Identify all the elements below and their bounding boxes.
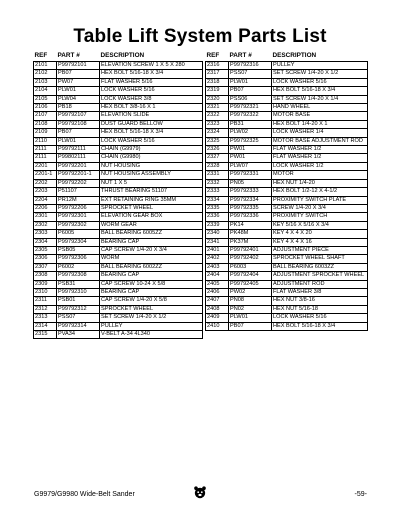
table-row — [206, 305, 368, 313]
ref-cell: 2340 — [206, 230, 229, 238]
ref-cell: 2410 — [206, 322, 229, 330]
part-number-cell: P99792308 — [57, 272, 100, 280]
ref-cell: 2201 — [34, 162, 57, 170]
footer-model: G9979/G9980 Wide-Belt Sander — [34, 491, 135, 498]
part-number-cell: P99792322 — [229, 112, 272, 120]
description-cell: LOCK WASHER 5/16 — [100, 87, 203, 95]
part-number-cell: P99792316 — [229, 62, 272, 70]
ref-cell: 2317 — [206, 70, 229, 78]
part-number-cell: P99792336 — [229, 213, 272, 221]
ref-cell: 2322 — [206, 112, 229, 120]
table-row — [206, 87, 368, 95]
part-number-cell: P99792314 — [57, 322, 100, 330]
description-cell: LOCK WASHER 3/8 — [100, 95, 203, 103]
ref-cell: 2403 — [206, 263, 229, 271]
ref-cell: 2110 — [34, 137, 57, 145]
description-cell: NUT HOUSING ASSEMBLY — [100, 171, 203, 179]
part-number-cell: PLW01 — [57, 87, 100, 95]
table-row — [206, 196, 368, 204]
ref-cell: 2404 — [206, 272, 229, 280]
ref-header: REF — [206, 52, 220, 60]
table-row — [34, 179, 203, 187]
ref-cell: 2303 — [34, 230, 57, 238]
table-row — [206, 70, 368, 78]
page-title: Table Lift System Parts List — [73, 26, 327, 47]
table-row — [206, 263, 368, 271]
ref-header: REF — [34, 52, 48, 60]
part-number-cell: P99792108 — [57, 120, 100, 128]
part-number-cell: P99792101 — [57, 62, 100, 70]
part-number-cell: PK14 — [229, 221, 272, 229]
part-number-cell: PLW04 — [57, 95, 100, 103]
ref-cell: 2106 — [34, 104, 57, 112]
description-cell: SET SCREW 1/4-20 X 1/2 — [100, 314, 203, 322]
ref-cell: 2108 — [34, 120, 57, 128]
description-cell: LOCK WASHER 1/2 — [272, 162, 368, 170]
description-cell: BEARING CAP — [100, 272, 203, 280]
table-row — [206, 146, 368, 154]
ref-cell: 2111 — [34, 146, 57, 154]
description-cell: EXT RETAINING RING 35MM — [100, 196, 203, 204]
table-row — [206, 297, 368, 305]
description-cell: PULLEY — [272, 62, 368, 70]
description-header: DESCRIPTION — [100, 52, 145, 60]
description-cell: BEARING CAP — [100, 238, 203, 246]
ref-cell: 2302 — [34, 221, 57, 229]
description-cell: PROXIMITY SWITCH — [272, 213, 368, 221]
description-cell: HEX NUT 5/16-18 — [272, 305, 368, 313]
part-number-cell: P99792111 — [57, 146, 100, 154]
part-number-cell: PSS06 — [229, 95, 272, 103]
part-number-cell: P99792302 — [57, 221, 100, 229]
description-cell: ELEVATION GEAR BOX — [100, 213, 203, 221]
description-cell: HEX BOLT 1/4-20 X 1 — [272, 120, 368, 128]
ref-cell: 2203 — [34, 188, 57, 196]
part-number-cell: P99792401 — [229, 246, 272, 254]
table-row — [34, 288, 203, 296]
ref-cell: 2204 — [34, 196, 57, 204]
description-cell: KEY 4 X 4 X 16 — [272, 238, 368, 246]
part-number-cell: P99792202 — [57, 179, 100, 187]
parts-table-right — [205, 52, 368, 331]
table-row — [206, 112, 368, 120]
ref-cell: 2102 — [34, 70, 57, 78]
description-cell: SPROCKET WHEEL — [100, 305, 203, 313]
table-row — [206, 280, 368, 288]
description-cell: MOTOR BASE — [272, 112, 368, 120]
ref-cell: 2316 — [206, 62, 229, 70]
description-cell: FLAT WASHER 5/16 — [100, 78, 203, 86]
table-row — [34, 104, 203, 112]
table-row — [206, 154, 368, 162]
description-cell: SCREW 1/4-20 X 3/4 — [272, 204, 368, 212]
part-number-cell: PB07 — [229, 87, 272, 95]
ref-cell: 2320 — [206, 95, 229, 103]
ref-cell: 2405 — [206, 280, 229, 288]
part-number-cell: PB31 — [229, 120, 272, 128]
table-row — [206, 221, 368, 229]
part-number-cell: PB07 — [57, 70, 100, 78]
part-number-cell: P99792201 — [57, 162, 100, 170]
part-number-cell: P99792107 — [57, 112, 100, 120]
ref-cell: 2101 — [34, 62, 57, 70]
description-cell: SET SCREW 1/4-20 X 1/2 — [272, 70, 368, 78]
ref-cell: 2311 — [34, 297, 57, 305]
description-cell: MOTOR — [272, 171, 368, 179]
ref-cell: 2323 — [206, 120, 229, 128]
ref-cell: 2318 — [206, 78, 229, 86]
description-cell: HEX BOLT 3/8-16 X 1 — [100, 104, 203, 112]
table-row — [34, 314, 203, 322]
ref-cell: 2409 — [206, 314, 229, 322]
ref-cell: 2331 — [206, 171, 229, 179]
description-cell: NUT HOUSING — [100, 162, 203, 170]
ref-cell: 2307 — [34, 263, 57, 271]
table-row — [34, 297, 203, 305]
table-row — [34, 120, 203, 128]
description-cell: BALL BEARING 6003ZZ — [272, 263, 368, 271]
bear-paw-logo-icon — [193, 485, 207, 499]
table-row — [34, 272, 203, 280]
table-row — [34, 154, 203, 162]
part-number-cell: PN05 — [229, 179, 272, 187]
description-cell: CAP SCREW 1/4-20 X 5/8 — [100, 297, 203, 305]
description-cell: HEX BOLT 5/16-18 X 3/4 — [272, 322, 368, 330]
description-cell: SET SCREW 1/4-20 X 1/4 — [272, 95, 368, 103]
part-number-cell: P99792206 — [57, 204, 100, 212]
description-cell: ADJUSTMENT SPROCKET WHEEL — [272, 272, 368, 280]
table-row — [206, 62, 368, 70]
part-number-cell: PW02 — [229, 288, 272, 296]
description-cell: CHAIN (G9979) — [100, 146, 203, 154]
description-cell: SPROCKET WHEEL — [100, 204, 203, 212]
part-number-cell: PSS07 — [57, 314, 100, 322]
table-row — [34, 246, 203, 254]
parts-table-right-body — [206, 62, 368, 331]
table-row — [34, 70, 203, 78]
ref-cell: 2306 — [34, 255, 57, 263]
ref-cell: 2104 — [34, 87, 57, 95]
table-row — [206, 162, 368, 170]
ref-cell: 2335 — [206, 204, 229, 212]
part-number-cell: P99792304 — [57, 238, 100, 246]
part-number-cell: PLW01 — [229, 314, 272, 322]
parts-table-left-body — [34, 62, 203, 339]
ref-cell: 2332 — [206, 179, 229, 187]
description-cell: LOCK WASHER 1/4 — [272, 129, 368, 137]
description-cell: HEX NUT 3/8-16 — [272, 297, 368, 305]
part-number-cell: PB07 — [229, 322, 272, 330]
table-row — [206, 104, 368, 112]
description-cell: THRUST BEARING 51107 — [100, 188, 203, 196]
ref-cell: 2304 — [34, 238, 57, 246]
table-row — [34, 95, 203, 103]
part-number-cell: PK37M — [229, 238, 272, 246]
table-row — [206, 204, 368, 212]
description-cell: BALL BEARING 6002ZZ — [100, 263, 203, 271]
part-number-cell: PLW07 — [229, 162, 272, 170]
table-row — [206, 78, 368, 86]
ref-cell: 2315 — [34, 331, 57, 339]
ref-cell: 2206 — [34, 204, 57, 212]
part-number-cell: P99792331 — [229, 171, 272, 179]
table-row — [34, 146, 203, 154]
part-number-cell: P99792306 — [57, 255, 100, 263]
part-number-cell: PSB01 — [57, 297, 100, 305]
description-cell: HEX BOLT 5/16-18 X 3/4 — [100, 129, 203, 137]
part-header: PART # — [229, 52, 252, 60]
part-number-cell: P99792405 — [229, 280, 272, 288]
ref-cell: 2327 — [206, 154, 229, 162]
ref-cell: 2328 — [206, 162, 229, 170]
part-number-cell: PVA34 — [57, 331, 100, 339]
part-number-cell: P99792301 — [57, 213, 100, 221]
description-header: DESCRIPTION — [272, 52, 317, 60]
table-row — [34, 213, 203, 221]
table-row — [34, 112, 203, 120]
description-cell: SPROCKET WHEEL SHAFT — [272, 255, 368, 263]
part-number-cell: P99792333 — [229, 188, 272, 196]
table-row — [206, 213, 368, 221]
description-cell: LOCK WASHER 5/16 — [272, 78, 368, 86]
part-number-cell: PLW02 — [229, 129, 272, 137]
part-number-cell: PW01 — [229, 146, 272, 154]
part-number-cell: P99792312 — [57, 305, 100, 313]
description-cell: WORM GEAR — [100, 221, 203, 229]
part-number-cell: P99792334 — [229, 196, 272, 204]
table-row — [34, 263, 203, 271]
table-row — [34, 204, 203, 212]
ref-cell: 2326 — [206, 146, 229, 154]
table-row — [206, 288, 368, 296]
table-row — [206, 95, 368, 103]
table-row — [206, 314, 368, 322]
ref-cell: 2325 — [206, 137, 229, 145]
ref-cell: 2339 — [206, 221, 229, 229]
table-header-row — [206, 52, 368, 62]
ref-cell: 2310 — [34, 288, 57, 296]
table-row — [206, 179, 368, 187]
description-cell: HEX BOLT 1/2-12 X 4-1/2 — [272, 188, 368, 196]
table-row — [34, 255, 203, 263]
description-cell: FLAT WASHER 1/2 — [272, 154, 368, 162]
part-number-cell: P99792325 — [229, 137, 272, 145]
table-row — [34, 62, 203, 70]
description-cell: ADJUSTMENT PIECE — [272, 246, 368, 254]
part-number-cell: PLW01 — [57, 137, 100, 145]
ref-cell: 2103 — [34, 78, 57, 86]
ref-cell: 2111 — [34, 154, 57, 162]
ref-cell: 2105 — [34, 95, 57, 103]
ref-cell: 2109 — [34, 129, 57, 137]
ref-cell: 2309 — [34, 280, 57, 288]
part-number-cell: PR12M — [57, 196, 100, 204]
part-number-cell: P99792310 — [57, 288, 100, 296]
description-cell: KEY 5/16 X 5/16 X 3/4 — [272, 221, 368, 229]
table-row — [206, 246, 368, 254]
part-header: PART # — [57, 52, 80, 60]
table-row — [206, 238, 368, 246]
ref-cell: 2334 — [206, 196, 229, 204]
part-number-cell: P99802111 — [57, 154, 100, 162]
description-cell: HAND WHEEL — [272, 104, 368, 112]
table-row — [34, 188, 203, 196]
part-number-cell: P99792402 — [229, 255, 272, 263]
description-cell: NUT 1 X 5 — [100, 179, 203, 187]
table-row — [206, 255, 368, 263]
description-cell: PROXIMITY SWITCH PLATE — [272, 196, 368, 204]
ref-cell: 2314 — [34, 322, 57, 330]
description-cell: BALL BEARING 6005ZZ — [100, 230, 203, 238]
description-cell: HEX NUT 1/4-20 — [272, 179, 368, 187]
ref-cell: 2407 — [206, 297, 229, 305]
ref-cell: 2333 — [206, 188, 229, 196]
description-cell: HEX BOLT 5/16-18 X 3/4 — [100, 70, 203, 78]
table-row — [34, 230, 203, 238]
description-cell: ELEVATION SCREW 1 X 5 X 280 — [100, 62, 203, 70]
table-row — [206, 272, 368, 280]
table-row — [34, 331, 203, 339]
description-cell: CHAIN (G9980) — [100, 154, 203, 162]
table-row — [34, 280, 203, 288]
description-cell: CAP SCREW 10-24 X 5/8 — [100, 280, 203, 288]
ref-cell: 2305 — [34, 246, 57, 254]
description-cell: ELEVATION SLIDE — [100, 112, 203, 120]
part-number-cell: P6005 — [57, 230, 100, 238]
ref-cell: 2201-1 — [34, 171, 57, 179]
ref-cell: 2406 — [206, 288, 229, 296]
part-number-cell: PSB31 — [57, 280, 100, 288]
table-row — [206, 120, 368, 128]
ref-cell: 2202 — [34, 179, 57, 187]
part-number-cell: P99792404 — [229, 272, 272, 280]
part-number-cell: P99792335 — [229, 204, 272, 212]
table-row — [34, 196, 203, 204]
ref-cell: 2313 — [34, 314, 57, 322]
ref-cell: 2107 — [34, 112, 57, 120]
description-cell: HEX BOLT 5/16-18 X 3/4 — [272, 87, 368, 95]
part-number-cell: PB07 — [57, 129, 100, 137]
ref-cell: 2402 — [206, 255, 229, 263]
table-row — [206, 188, 368, 196]
ref-cell: 2408 — [206, 305, 229, 313]
table-row — [206, 129, 368, 137]
description-cell: LOCK WASHER 5/16 — [272, 314, 368, 322]
part-number-cell: P6002 — [57, 263, 100, 271]
table-row — [206, 322, 368, 330]
ref-cell: 2308 — [34, 272, 57, 280]
part-number-cell: PSB05 — [57, 246, 100, 254]
description-cell: V-BELT A-34 4L340 — [100, 331, 203, 339]
ref-cell: 2319 — [206, 87, 229, 95]
part-number-cell: P6003 — [229, 263, 272, 271]
table-row — [34, 78, 203, 86]
part-number-cell: P99792321 — [229, 104, 272, 112]
table-row — [34, 238, 203, 246]
description-cell: BEARING CAP — [100, 288, 203, 296]
part-number-cell: PW01 — [229, 154, 272, 162]
description-cell: LOCK WASHER 5/16 — [100, 137, 203, 145]
parts-table-left — [33, 52, 203, 339]
description-cell: ADJUSTMENT ROD — [272, 280, 368, 288]
description-cell: FLAT WASHER 3/8 — [272, 288, 368, 296]
table-row — [34, 322, 203, 330]
ref-cell: 2401 — [206, 246, 229, 254]
part-number-cell: PN08 — [229, 297, 272, 305]
table-row — [34, 129, 203, 137]
description-cell: DUST GUARD BELLOW — [100, 120, 203, 128]
table-row — [34, 162, 203, 170]
description-cell: CAP SCREW 1/4-20 X 3/4 — [100, 246, 203, 254]
description-cell: WORM — [100, 255, 203, 263]
ref-cell: 2312 — [34, 305, 57, 313]
ref-cell: 2301 — [34, 213, 57, 221]
table-row — [206, 230, 368, 238]
table-row — [34, 171, 203, 179]
table-row — [34, 221, 203, 229]
ref-cell: 2321 — [206, 104, 229, 112]
footer-page-number: -59- — [354, 491, 367, 498]
description-cell: MOTOR BASE ADJUSTMENT ROD — [272, 137, 368, 145]
description-cell: PULLEY — [100, 322, 203, 330]
part-number-cell: PW07 — [57, 78, 100, 86]
ref-cell: 2336 — [206, 213, 229, 221]
table-row — [34, 305, 203, 313]
table-row — [34, 137, 203, 145]
part-number-cell: P51107 — [57, 188, 100, 196]
part-number-cell: P99792201-1 — [57, 171, 100, 179]
part-number-cell: PK48M — [229, 230, 272, 238]
table-row — [34, 87, 203, 95]
table-header-row — [34, 52, 203, 62]
description-cell: FLAT WASHER 1/2 — [272, 146, 368, 154]
part-number-cell: PSS07 — [229, 70, 272, 78]
ref-cell: 2324 — [206, 129, 229, 137]
part-number-cell: PB18 — [57, 104, 100, 112]
table-row — [206, 137, 368, 145]
part-number-cell: PN02 — [229, 305, 272, 313]
table-row — [206, 171, 368, 179]
part-number-cell: PLW01 — [229, 78, 272, 86]
ref-cell: 2341 — [206, 238, 229, 246]
description-cell: KEY 4 X 4 X 20 — [272, 230, 368, 238]
